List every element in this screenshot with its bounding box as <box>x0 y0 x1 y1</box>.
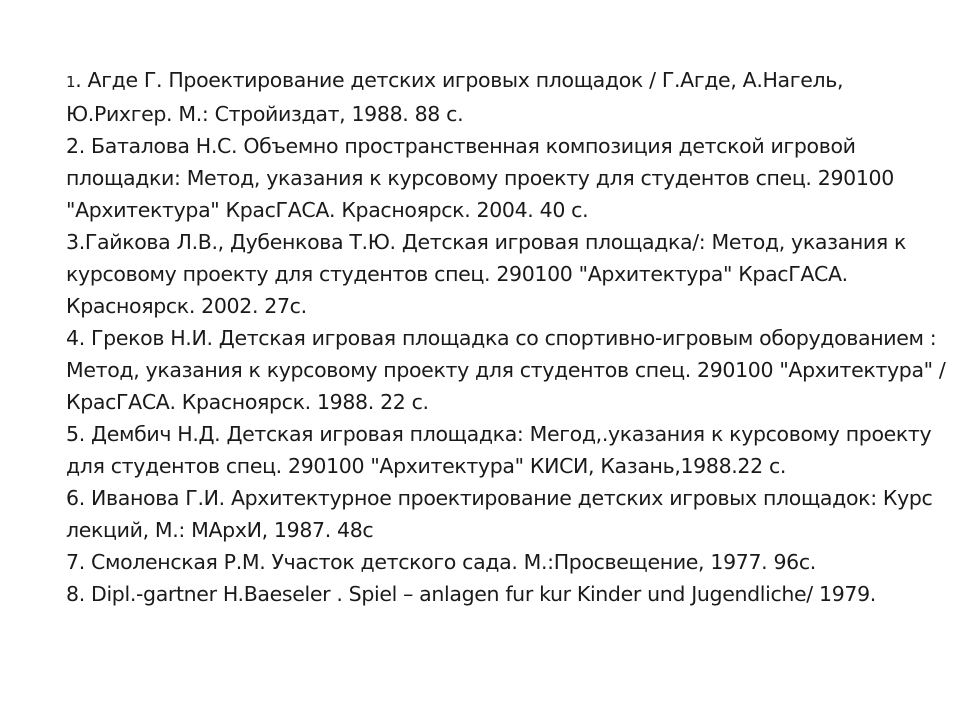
bibliography-entry-8 <box>66 578 946 610</box>
entry-text: 6. Иванова Г.И. Архитектурное проектирование детских игровых площадок: Курс лекций, М.: МАрхИ, 1987. 48с <box>66 486 933 542</box>
bibliography-entry-5 <box>66 418 946 482</box>
entry-text: 8. Dipl.-gartner H.Baeseler . Spiel – anlagen fur kur Kinder und Jugendliche/ 1979. <box>66 582 876 606</box>
entry-text: 3.Гайкова Л.В., Дубенкова Т.Ю. Детская игровая площадка/: Метод, указания к курсовому проекту для студентов спец. 290100 "Архитектура" КрасГАСА. Красноярск. 2002. 27с. <box>66 230 907 318</box>
entry-text: 5. Дембич Н.Д. Детская игровая площадка: Мегод,.указания к курсовому проекту для студентов спец. 290100 "Архитектура" КИСИ, Казань,1988.22 с. <box>66 422 932 478</box>
entry-text: . Агде Г. Проектирование детских игровых площадок / Г.Агде, А.Нагель, Ю.Рихгер. М.: Стройиздат, 1988. 88 с. <box>66 68 844 126</box>
entry-text: 4. Греков Н.И. Детская игровая площадка со спортивно-игровым оборудованием : Метод, указания к курсовому проекту для студентов спец. 290100 "Архитектура" / КрасГАСА. Красноярск. 1988. 22 с. <box>66 326 946 414</box>
entry-text: 7. Смоленская Р.М. Участок детского сада. М.:Просвещение, 1977. 96с. <box>66 550 816 574</box>
bibliography-entry-4 <box>66 322 946 418</box>
bibliography-entry-7 <box>66 546 946 578</box>
entry-text: 2. Баталова Н.С. Объемно пространственная композиция детской игровой площадки: Метод, указания к курсовому проекту для студентов спец. 290100 "Архитектура" КрасГАСА. Красноярск. 2004. 40 с. <box>66 134 894 222</box>
bibliography-entry-1 <box>66 64 946 130</box>
bibliography-entry-6 <box>66 482 946 546</box>
bibliography-entry-3 <box>66 226 946 322</box>
bibliography-list <box>66 64 946 610</box>
entry-number: 1 <box>66 73 76 91</box>
bibliography-entry-2 <box>66 130 946 226</box>
